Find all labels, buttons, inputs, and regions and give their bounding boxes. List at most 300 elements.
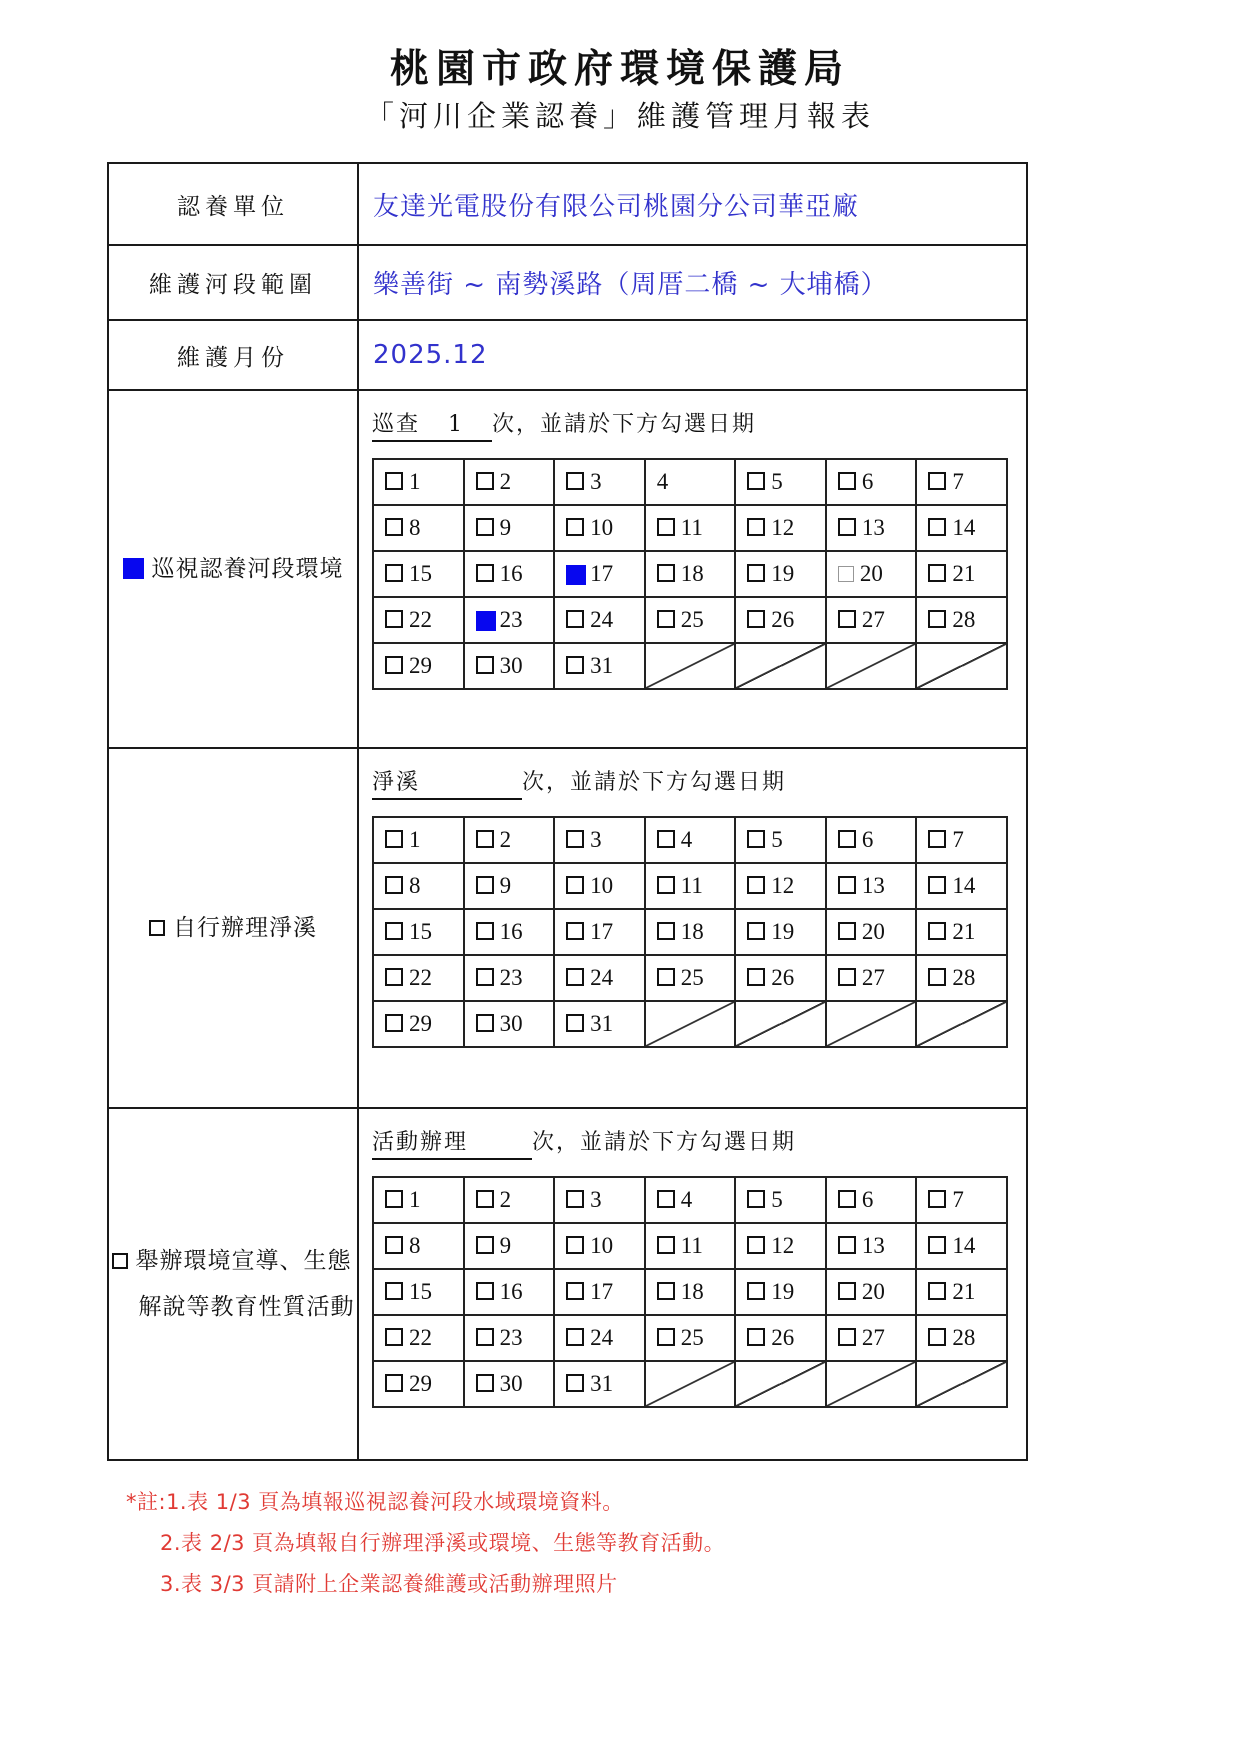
day-checkbox[interactable]	[928, 1190, 946, 1208]
day-cell	[826, 597, 917, 643]
day-number: 13	[861, 1233, 885, 1258]
day-checkbox[interactable]	[385, 1014, 403, 1032]
section-activity-content	[359, 1109, 1026, 1459]
page-title: 桃園市政府環境保護局	[389, 46, 850, 92]
day-cell	[554, 955, 645, 1001]
day-cell	[373, 955, 464, 1001]
day-cell	[464, 1315, 555, 1361]
day-cell	[373, 817, 464, 863]
day-checkbox[interactable]	[838, 566, 854, 582]
section-cleanup-header	[372, 765, 1026, 796]
day-checkbox[interactable]	[657, 830, 675, 848]
day-cell	[916, 1177, 1007, 1223]
day-cell	[826, 1223, 917, 1269]
day-checkbox[interactable]	[657, 876, 675, 894]
day-checkbox[interactable]	[747, 1190, 765, 1208]
day-checkbox[interactable]	[566, 610, 584, 628]
day-number: 14	[952, 873, 976, 898]
cleanup-calendar	[372, 816, 1008, 1048]
day-checkbox-checked[interactable]	[476, 611, 496, 631]
day-checkbox[interactable]	[928, 564, 946, 582]
day-cell	[916, 909, 1007, 955]
day-cell	[645, 909, 736, 955]
day-number: 2	[499, 827, 512, 852]
day-number: 16	[499, 561, 523, 586]
day-number: 24	[590, 965, 614, 990]
day-number: 9	[499, 515, 512, 540]
day-cell	[373, 1361, 464, 1407]
day-cell	[735, 597, 826, 643]
day-checkbox[interactable]	[385, 1374, 403, 1392]
day-number: 6	[861, 469, 874, 494]
day-checkbox[interactable]	[476, 472, 494, 490]
form-table	[107, 162, 1028, 1461]
day-checkbox[interactable]	[928, 968, 946, 986]
day-checkbox[interactable]	[385, 518, 403, 536]
day-number: 7	[952, 469, 964, 494]
day-cell	[826, 505, 917, 551]
disabled-day-cell	[645, 643, 736, 689]
header-prefix: 活動辦理	[372, 1130, 469, 1155]
day-checkbox[interactable]	[747, 564, 765, 582]
day-checkbox[interactable]	[566, 968, 584, 986]
day-checkbox[interactable]	[566, 1374, 584, 1392]
day-checkbox[interactable]	[838, 1190, 856, 1208]
header-prefix: 淨溪	[372, 770, 421, 795]
day-cell	[645, 955, 736, 1001]
section-patrol-label	[109, 391, 359, 747]
day-cell	[554, 1177, 645, 1223]
day-checkbox[interactable]	[476, 1328, 494, 1346]
day-checkbox[interactable]	[747, 472, 765, 490]
header-suffix: 次，並請於下方勾選日期	[522, 770, 787, 795]
day-number: 21	[952, 561, 976, 586]
day-checkbox[interactable]	[566, 1014, 584, 1032]
section-activity-checkbox[interactable]	[112, 1253, 128, 1269]
day-cell	[464, 1361, 555, 1407]
day-cell	[464, 505, 555, 551]
day-number: 9	[499, 873, 512, 898]
day-cell	[373, 505, 464, 551]
section-cleanup-content	[359, 749, 1026, 1107]
day-number: 2	[499, 1187, 512, 1212]
day-number: 25	[680, 965, 704, 990]
day-cell	[735, 1269, 826, 1315]
day-number: 1	[409, 1187, 421, 1212]
day-checkbox[interactable]	[838, 968, 856, 986]
day-number: 6	[861, 1187, 874, 1212]
day-number: 4	[656, 469, 669, 494]
day-checkbox[interactable]	[657, 922, 675, 940]
day-checkbox[interactable]	[657, 1328, 675, 1346]
day-cell	[554, 597, 645, 643]
day-number: 19	[771, 561, 795, 586]
day-cell	[464, 1269, 555, 1315]
day-number: 11	[680, 873, 703, 898]
day-number: 20	[861, 1279, 885, 1304]
day-checkbox[interactable]	[657, 1190, 675, 1208]
day-cell	[826, 863, 917, 909]
day-checkbox[interactable]	[747, 876, 765, 894]
info-value-month[interactable]: 2025.12	[373, 340, 488, 370]
day-number: 14	[952, 515, 976, 540]
day-checkbox[interactable]	[566, 922, 584, 940]
footnote-1: *註:1.表 1/3 頁為填報巡視認養河段水域環境資料。	[126, 1490, 624, 1514]
day-checkbox[interactable]	[385, 830, 403, 848]
info-label-river-range: 維護河段範圍	[109, 246, 359, 319]
info-row-river-range	[109, 244, 1026, 319]
header-prefix: 巡查	[372, 412, 421, 437]
day-cell	[916, 1315, 1007, 1361]
day-checkbox[interactable]	[747, 1328, 765, 1346]
disabled-day-cell	[735, 643, 826, 689]
day-cell	[645, 597, 736, 643]
day-checkbox[interactable]	[566, 1282, 584, 1300]
day-checkbox[interactable]	[476, 1236, 494, 1254]
day-checkbox[interactable]	[385, 472, 403, 490]
day-cell	[554, 459, 645, 505]
day-cell	[916, 597, 1007, 643]
day-number: 10	[590, 1233, 614, 1258]
day-cell	[916, 863, 1007, 909]
day-cell	[373, 909, 464, 955]
day-cell	[373, 1177, 464, 1223]
day-number: 1	[409, 827, 421, 852]
section-cleanup	[109, 747, 1026, 1107]
day-checkbox[interactable]	[476, 1014, 494, 1032]
day-cell	[735, 955, 826, 1001]
day-checkbox[interactable]	[476, 656, 494, 674]
day-checkbox[interactable]	[838, 1236, 856, 1254]
day-cell	[826, 909, 917, 955]
disabled-day-cell	[916, 643, 1007, 689]
day-number: 23	[499, 965, 523, 990]
day-cell	[826, 1269, 917, 1315]
day-number: 22	[409, 1325, 432, 1350]
day-checkbox[interactable]	[476, 1190, 494, 1208]
day-number: 23	[499, 607, 523, 632]
day-number: 26	[771, 607, 795, 632]
day-number: 4	[680, 1187, 693, 1212]
section-patrol	[109, 389, 1026, 747]
day-cell	[735, 505, 826, 551]
day-checkbox[interactable]	[657, 518, 675, 536]
day-number: 29	[409, 653, 432, 678]
day-checkbox[interactable]	[566, 1328, 584, 1346]
day-cell	[464, 597, 555, 643]
day-number: 27	[861, 965, 885, 990]
day-checkbox[interactable]	[928, 830, 946, 848]
day-cell	[645, 459, 736, 505]
info-value-unit[interactable]: 友達光電股份有限公司桃園分公司華亞廠	[373, 191, 860, 222]
day-number: 1	[409, 469, 421, 494]
section-activity-label-text: 舉辦環境宣導、生態	[135, 1248, 352, 1274]
day-number: 12	[771, 515, 795, 540]
day-checkbox-checked[interactable]	[566, 565, 586, 585]
day-number: 20	[859, 561, 883, 586]
day-number: 30	[499, 653, 523, 678]
patrol-calendar	[372, 458, 1008, 690]
day-number: 5	[771, 469, 783, 494]
day-cell	[464, 909, 555, 955]
day-number: 19	[771, 1279, 795, 1304]
day-number: 15	[409, 1279, 432, 1304]
day-checkbox[interactable]	[928, 610, 946, 628]
day-checkbox[interactable]	[566, 1190, 584, 1208]
day-checkbox[interactable]	[928, 1282, 946, 1300]
day-checkbox[interactable]	[838, 922, 856, 940]
day-cell	[554, 1361, 645, 1407]
day-number: 30	[499, 1011, 523, 1036]
day-checkbox[interactable]	[838, 1328, 856, 1346]
day-number: 20	[861, 919, 885, 944]
day-checkbox[interactable]	[566, 876, 584, 894]
day-number: 23	[499, 1325, 523, 1350]
day-number: 3	[590, 1187, 602, 1212]
day-number: 28	[952, 607, 976, 632]
day-cell	[373, 459, 464, 505]
day-checkbox[interactable]	[476, 1374, 494, 1392]
day-checkbox[interactable]	[385, 564, 403, 582]
day-cell	[373, 1315, 464, 1361]
day-number: 18	[680, 1279, 704, 1304]
footnote-2: 2.表 2/3 頁為填報自行辦理淨溪或環境、生態等教育活動。	[160, 1531, 726, 1555]
day-number: 15	[409, 561, 432, 586]
day-checkbox[interactable]	[476, 830, 494, 848]
day-checkbox[interactable]	[385, 876, 403, 894]
day-checkbox[interactable]	[657, 1236, 675, 1254]
day-cell	[554, 863, 645, 909]
day-cell	[554, 817, 645, 863]
day-cell	[373, 551, 464, 597]
info-row-unit	[109, 164, 1026, 244]
day-checkbox[interactable]	[747, 1236, 765, 1254]
section-cleanup-label	[109, 749, 359, 1107]
day-cell	[826, 817, 917, 863]
day-checkbox[interactable]	[928, 922, 946, 940]
day-checkbox[interactable]	[838, 610, 856, 628]
section-activity-label-text-line2: 解說等教育性質活動	[138, 1294, 355, 1320]
day-cell	[826, 1315, 917, 1361]
day-cell	[916, 817, 1007, 863]
day-number: 30	[499, 1371, 523, 1396]
day-checkbox[interactable]	[657, 968, 675, 986]
day-checkbox[interactable]	[476, 1282, 494, 1300]
day-number: 16	[499, 919, 523, 944]
day-number: 7	[952, 1187, 964, 1212]
day-checkbox[interactable]	[747, 968, 765, 986]
day-number: 2	[499, 469, 512, 494]
day-number: 17	[590, 561, 614, 586]
day-cell	[373, 597, 464, 643]
day-cell	[826, 459, 917, 505]
day-number: 25	[680, 1325, 704, 1350]
day-cell	[916, 1223, 1007, 1269]
day-number: 27	[861, 607, 885, 632]
day-number: 8	[409, 873, 421, 898]
day-checkbox[interactable]	[385, 1190, 403, 1208]
day-number: 8	[409, 1233, 421, 1258]
day-cell	[735, 551, 826, 597]
day-number: 5	[771, 827, 783, 852]
day-number: 17	[590, 919, 614, 944]
day-checkbox[interactable]	[566, 656, 584, 674]
day-checkbox[interactable]	[928, 1328, 946, 1346]
day-cell	[645, 863, 736, 909]
day-number: 27	[861, 1325, 885, 1350]
day-cell	[916, 459, 1007, 505]
day-cell	[373, 863, 464, 909]
day-number: 18	[680, 919, 704, 944]
day-checkbox[interactable]	[747, 610, 765, 628]
day-cell	[464, 643, 555, 689]
day-number: 22	[409, 607, 432, 632]
disabled-day-cell	[645, 1361, 736, 1407]
day-cell	[554, 643, 645, 689]
day-cell	[554, 1223, 645, 1269]
day-checkbox[interactable]	[385, 1236, 403, 1254]
day-cell	[464, 1001, 555, 1047]
day-checkbox[interactable]	[385, 968, 403, 986]
count-blank[interactable]: 1	[448, 412, 465, 437]
day-checkbox[interactable]	[476, 876, 494, 894]
day-checkbox[interactable]	[385, 922, 403, 940]
day-cell	[645, 1223, 736, 1269]
day-number: 22	[409, 965, 432, 990]
day-checkbox[interactable]	[747, 1282, 765, 1300]
day-cell	[464, 955, 555, 1001]
day-checkbox[interactable]	[747, 922, 765, 940]
day-cell	[735, 1315, 826, 1361]
day-cell	[735, 863, 826, 909]
day-cell	[554, 1315, 645, 1361]
day-cell	[735, 1223, 826, 1269]
info-value-river-range[interactable]: 樂善街 ~ 南勢溪路（周厝二橋 ~ 大埔橋）	[373, 270, 888, 300]
day-cell	[735, 459, 826, 505]
day-cell	[554, 1269, 645, 1315]
day-checkbox[interactable]	[928, 472, 946, 490]
day-checkbox[interactable]	[385, 610, 403, 628]
day-number: 3	[590, 827, 602, 852]
day-number: 31	[590, 1371, 614, 1396]
day-cell	[464, 459, 555, 505]
header-suffix: 次，並請於下方勾選日期	[532, 1130, 797, 1155]
day-number: 6	[861, 827, 874, 852]
day-checkbox[interactable]	[838, 876, 856, 894]
disabled-day-cell	[645, 1001, 736, 1047]
day-cell	[554, 551, 645, 597]
disabled-day-cell	[916, 1361, 1007, 1407]
day-number: 12	[771, 873, 795, 898]
day-cell	[464, 1223, 555, 1269]
day-number: 25	[680, 607, 704, 632]
day-number: 16	[499, 1279, 523, 1304]
info-label-month: 維護月份	[109, 321, 359, 389]
day-number: 21	[952, 1279, 976, 1304]
day-cell	[916, 955, 1007, 1001]
day-checkbox[interactable]	[476, 518, 494, 536]
day-number: 19	[771, 919, 795, 944]
day-checkbox[interactable]	[657, 1282, 675, 1300]
day-checkbox[interactable]	[928, 876, 946, 894]
footnote-3: 3.表 3/3 頁請附上企業認養維護或活動辦理照片	[160, 1572, 618, 1596]
day-cell	[826, 955, 917, 1001]
day-checkbox[interactable]	[928, 1236, 946, 1254]
day-checkbox[interactable]	[385, 1282, 403, 1300]
day-checkbox[interactable]	[657, 610, 675, 628]
day-number: 15	[409, 919, 432, 944]
section-cleanup-checkbox[interactable]	[149, 920, 165, 936]
section-cleanup-label-text: 自行辦理淨溪	[173, 915, 317, 941]
day-checkbox[interactable]	[385, 1328, 403, 1346]
disabled-day-cell	[826, 643, 917, 689]
day-cell	[735, 1177, 826, 1223]
day-number: 26	[771, 1325, 795, 1350]
day-number: 28	[952, 965, 976, 990]
day-cell	[916, 1269, 1007, 1315]
day-checkbox[interactable]	[476, 968, 494, 986]
day-checkbox[interactable]	[385, 656, 403, 674]
day-number: 28	[952, 1325, 976, 1350]
day-number: 31	[590, 1011, 614, 1036]
day-cell	[645, 1269, 736, 1315]
section-activity	[109, 1107, 1026, 1459]
day-number: 18	[680, 561, 704, 586]
day-number: 24	[590, 1325, 614, 1350]
disabled-day-cell	[826, 1001, 917, 1047]
day-checkbox[interactable]	[566, 472, 584, 490]
day-number: 11	[680, 1233, 703, 1258]
day-checkbox[interactable]	[657, 564, 675, 582]
day-checkbox[interactable]	[476, 564, 494, 582]
day-number: 3	[590, 469, 602, 494]
day-checkbox[interactable]	[838, 518, 856, 536]
header-suffix: 次，並請於下方勾選日期	[492, 412, 757, 437]
day-checkbox[interactable]	[928, 518, 946, 536]
day-cell	[464, 551, 555, 597]
day-checkbox[interactable]	[838, 830, 856, 848]
day-number: 9	[499, 1233, 512, 1258]
day-checkbox[interactable]	[476, 922, 494, 940]
day-number: 29	[409, 1371, 432, 1396]
day-cell	[373, 643, 464, 689]
day-number: 21	[952, 919, 976, 944]
day-cell	[645, 1315, 736, 1361]
day-cell	[464, 863, 555, 909]
day-cell	[464, 817, 555, 863]
day-number: 14	[952, 1233, 976, 1258]
info-label-unit: 認養單位	[109, 164, 359, 244]
day-cell	[735, 817, 826, 863]
day-cell	[645, 1177, 736, 1223]
day-checkbox[interactable]	[838, 472, 856, 490]
day-checkbox[interactable]	[747, 830, 765, 848]
day-checkbox[interactable]	[566, 518, 584, 536]
section-patrol-header	[372, 407, 1026, 438]
day-cell	[826, 551, 917, 597]
day-number: 29	[409, 1011, 432, 1036]
section-patrol-content	[359, 391, 1026, 747]
footnotes	[126, 1482, 725, 1605]
day-checkbox[interactable]	[838, 1282, 856, 1300]
day-checkbox[interactable]	[747, 518, 765, 536]
day-number: 26	[771, 965, 795, 990]
section-patrol-checkbox-checked[interactable]	[123, 558, 144, 579]
day-number: 4	[680, 827, 693, 852]
disabled-day-cell	[735, 1001, 826, 1047]
day-checkbox[interactable]	[566, 830, 584, 848]
day-checkbox[interactable]	[566, 1236, 584, 1254]
